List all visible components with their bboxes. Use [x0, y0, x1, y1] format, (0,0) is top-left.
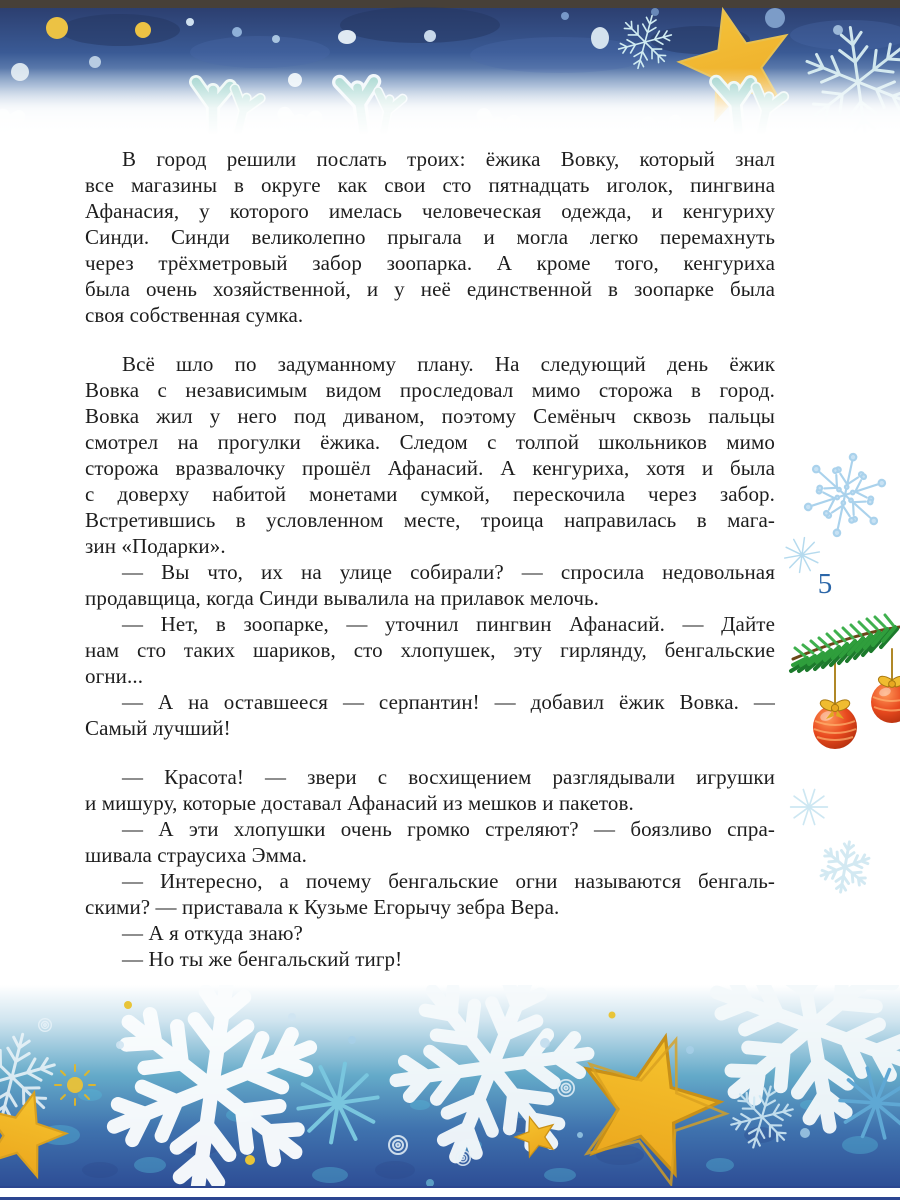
text-line: была очень хозяйственной, и у неё единственной в зоопарке была	[85, 277, 775, 301]
text-line: Всё шло по задуманному плану. На следующий день ёжик	[122, 352, 775, 376]
text-line: своя собственная сумка.	[85, 303, 304, 327]
text-line: Самый лучший!	[85, 716, 231, 740]
top-border-illustration	[0, 0, 900, 135]
text-line: — Вы что, их на улице собирали? — спросила недовольная	[122, 560, 775, 584]
text-line: — А эти хлопушки очень громко стреляют? — боязливо спра-	[122, 817, 775, 841]
text-line: — Красота! — звери с восхищением разглядывали игрушки	[122, 765, 775, 789]
red-bauble-icon	[871, 676, 900, 723]
text-line: зин «Подарки».	[85, 534, 226, 558]
fir-branch-with-baubles-icon	[785, 603, 900, 768]
paragraph	[85, 946, 775, 972]
text-line: Встретившись в условленном месте, троица направилась в мага-	[85, 508, 775, 532]
text-line: все магазины в округе как свои сто пятнадцать иголок, пингвина	[85, 173, 775, 197]
text-line: — А на оставшееся — серпантин! — добавил ёжик Вовка. —	[122, 690, 775, 714]
pale-snowflake-icon	[816, 838, 874, 896]
paragraph	[85, 559, 775, 611]
text-line: В город решили послать троих: ёжика Вовку, который знал	[122, 147, 775, 171]
text-line: с доверху набитой монетами сумкой, перескочила через забор.	[85, 482, 775, 506]
text-line: шивала страусиха Эмма.	[85, 843, 308, 867]
paragraph	[85, 816, 775, 868]
paragraph	[85, 764, 775, 816]
text-line: через трёхметровый забор зоопарка. А кроме того, кенгуриха	[85, 251, 775, 275]
text-line: Синди. Синди великолепно прыгала и могла легко перемахнуть	[85, 225, 775, 249]
text-line: Афанасия, у которого имелась человеческая одежда, и кенгуриху	[85, 199, 775, 223]
text-line: скими? — приставала к Кузьме Егорычу зебра Вера.	[85, 895, 560, 919]
text-line: Вовка жил у него под диваном, поэтому Семёныч сквозь пальцы	[85, 404, 775, 428]
paragraph	[85, 920, 775, 946]
paragraph	[85, 868, 775, 920]
text-line: продавщица, когда Синди вывалила на прилавок мелочь.	[85, 586, 600, 610]
sun-doodle-icon	[55, 1065, 95, 1105]
text-line: — Нет, в зоопарке, — уточнил пингвин Афанасий. — Дайте	[122, 612, 775, 636]
text-line: — А я откуда знаю?	[122, 921, 303, 945]
bottom-border-illustration	[0, 985, 900, 1200]
paragraph	[85, 611, 775, 689]
text-line: и мишуру, которые доставал Афанасий из мешков и пакетов.	[85, 791, 634, 815]
text-line: нам сто таких шариков, сто хлопушек, эту гирлянду, бенгальские	[85, 638, 775, 662]
page-number: 5	[817, 568, 833, 600]
pale-snowflake-icon	[786, 784, 832, 830]
top-edge-strip	[0, 0, 900, 8]
text-line: — Но ты же бенгальский тигр!	[122, 947, 403, 971]
ornate-snowflake-icon	[800, 450, 890, 540]
paragraph	[85, 351, 775, 559]
text-line: смотрел на прогулки ёжика. Следом с толпой школьников мимо	[85, 430, 775, 454]
text-line: Вовка с независимым видом проследовал мимо сторожа в город.	[85, 378, 775, 402]
red-bauble-icon	[813, 700, 857, 749]
text-line: огни...	[85, 664, 144, 688]
paragraph	[85, 689, 775, 741]
text-line: сторожа вразвалочку прошёл Афанасий. А кенгуриха, хотя и была	[85, 456, 775, 480]
text-block	[85, 146, 775, 972]
text-line: — Интересно, а почему бенгальские огни называются бенгаль-	[122, 869, 775, 893]
paragraph	[85, 146, 775, 328]
